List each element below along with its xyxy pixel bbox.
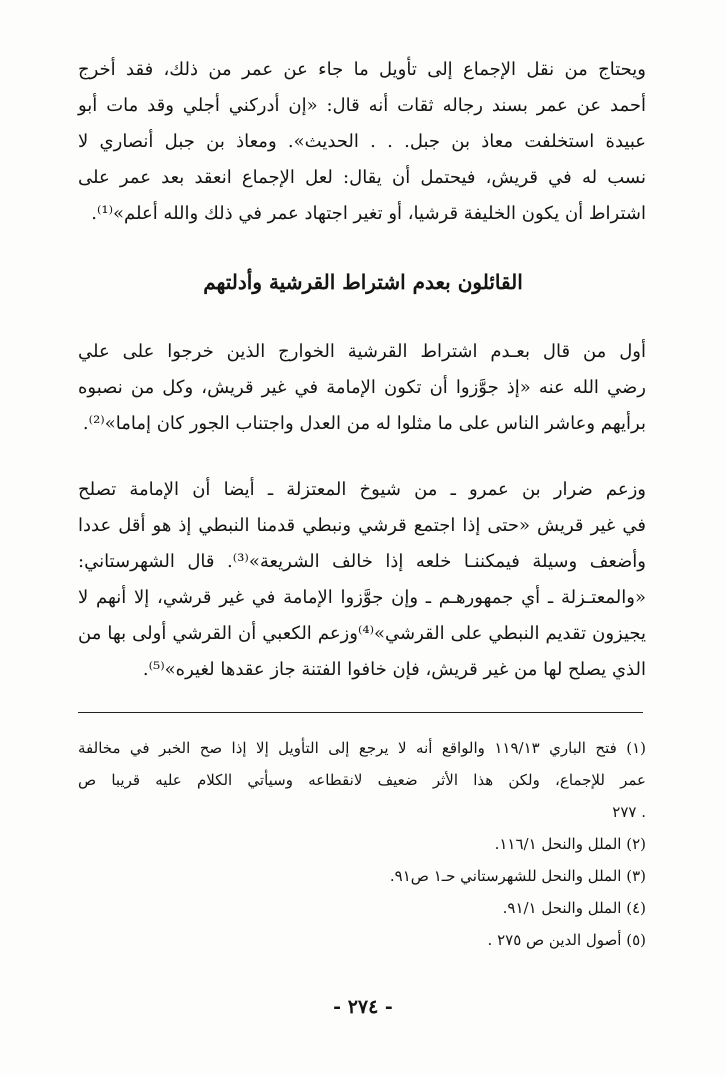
paragraph-line: نسب له في قريش، فيحتمل أن يقال: لعل الإجماع انعقد بعد عمر على xyxy=(78,167,646,188)
paragraph-line: وأضعف وسيلة فيمكننـا خلعه إذا خالف الشريعة»⁽³⁾. قال الشهرستاني: xyxy=(78,551,646,572)
footnote-divider xyxy=(78,712,643,713)
section-heading: القائلون بعدم اشتراط القرشية وأدلتهم xyxy=(203,270,523,294)
paragraph-line: الذي يصلح لها من غير قريش، فإن خافوا الفتنة جاز عقدها لغيره»⁽⁵⁾. xyxy=(142,659,646,680)
paragraph-line: أول من قال بعـدم اشتراط القرشية الخوارج الذين خرجوا على علي xyxy=(78,341,646,362)
footnote-line: عمر للإجماع، ولكن هذا الأثر ضعيف لانقطاعه وسيأتي الكلام عليه قريبا ص xyxy=(78,771,646,789)
paragraph-line: عبيدة استخلفت معاذ بن جبل. . . الحديث». ومعاذ بن جبل أنصاري لا xyxy=(78,131,646,152)
footnote-4: (٤) الملل والنحل ٩١/١. xyxy=(502,899,646,917)
footnote-line: . ٢٧٧ xyxy=(612,803,646,821)
footnote-line: (١) فتح الباري ١١٩/١٣ والواقع أنه لا يرجع إلى التأويل إلا إذا صح الخبر في مخالفة xyxy=(78,739,646,757)
page-number: - ٢٧٤ - xyxy=(333,996,393,1018)
paragraph-line: أحمد عن عمر بسند رجاله ثقات أنه قال: «إن أدركني أجلي وقد مات أبو xyxy=(78,95,646,116)
paragraph-line: اشتراط أن يكون الخليفة قرشيا، أو تغير اجتهاد عمر في ذلك والله أعلم»⁽¹⁾. xyxy=(91,203,646,224)
footnotes xyxy=(78,732,646,956)
paragraph-line: رضي الله عنه «إذ جوَّزوا أن تكون الإمامة في غير قريش، وكل من نصبوه xyxy=(78,377,646,398)
footnote-3: (٣) الملل والنحل للشهرستاني حـ١ ص٩١. xyxy=(389,867,646,885)
footnote-2: (٢) الملل والنحل ١١٦/١. xyxy=(494,835,646,853)
paragraph-line: ويحتاج من نقل الإجماع إلى تأويل ما جاء عن عمر من ذلك، فقد أخرج xyxy=(78,59,646,80)
footnote-5: (٥) أصول الدين ص ٢٧٥ . xyxy=(487,931,646,949)
paragraph-2 xyxy=(78,334,646,442)
paragraph-line: برأيهم وعاشر الناس على ما مثلوا له من العدل واجتناب الجور كان إماما»⁽²⁾. xyxy=(82,413,646,434)
paragraph-line: في غير قريش «حتى إذا اجتمع قرشي ونبطي قدمنا النبطي إذ هو أقل عددا xyxy=(78,515,646,536)
paragraph-line: «والمعتـزلة ـ أي جمهورهـم ـ وإن جوَّزوا الإمامة في غير قرشي، إلا أنهم لا xyxy=(78,587,646,608)
paragraph-line: يجيزون تقديم النبطي على القرشي»⁽⁴⁾وزعم الكعبي أن القرشي أولى بها من xyxy=(78,623,647,644)
paragraph-line: وزعم ضرار بن عمرو ـ من شيوخ المعتزلة ـ أيضا أن الإمامة تصلح xyxy=(78,479,646,500)
paragraph-3 xyxy=(78,472,646,688)
paragraph-1 xyxy=(78,52,646,232)
